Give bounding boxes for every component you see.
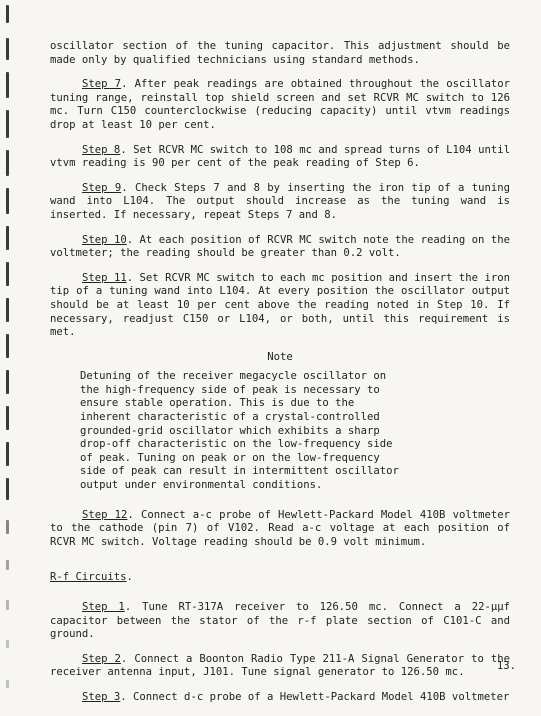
binder-mark — [6, 560, 9, 570]
step-text: . Set RCVR MC switch to 108 mc and spread turns of L104 until vtvm reading is 90 per cent of the peak reading of Step 6. — [50, 143, 510, 170]
step-label: Step 1 — [82, 601, 125, 613]
binder-mark — [6, 478, 9, 500]
note-text: Detuning of the receiver megacycle oscillator on the high-frequency side of peak is necessary to ensure stable operation. This is due to the inherent characteristic of a crystal-controlled grounded-grid oscillator which exhibits a sharp drop-off characteristic on the low-frequency side of peak. Tuning on peak or on the low-frequency side of peak can result in intermittent oscillator output under environmental conditions. — [80, 370, 399, 492]
step-10-paragraph — [50, 234, 510, 261]
binder-mark — [6, 640, 9, 648]
step-label: Step 12 — [82, 508, 128, 521]
step-label: Step 8 — [82, 143, 121, 156]
binder-edge — [6, 0, 18, 700]
binder-mark — [6, 188, 9, 214]
step-text: . At each position of RCVR MC switch note the reading on the voltmeter; the reading should be greater than 0.2 volt. — [50, 233, 510, 260]
binder-mark — [6, 38, 9, 60]
binder-mark — [6, 5, 9, 23]
section-title: R-f Circuits — [50, 571, 127, 584]
binder-mark — [6, 600, 9, 610]
section-punct: . — [126, 571, 133, 584]
section-heading — [50, 571, 510, 585]
step-text: . Connect a-c probe of Hewlett-Packard Model 410B voltmeter to the cathode (pin 7) of V102. Read a-c voltage at each position of RCVR MC switch. Voltage reading should be 0.9 volt minimum. — [50, 508, 510, 548]
step-label: Step 3 — [82, 690, 121, 703]
step-text: . Set RCVR MC switch to each mc position and insert the iron tip of a tuning wand into L104. At every position the oscillator output should be at least 10 per cent above the reading noted in Step 10. If necessary, readjust C150 or L104, or both, until this requirement is met. — [50, 271, 510, 339]
binder-mark — [6, 72, 9, 98]
rf-step-1-paragraph — [50, 601, 510, 642]
step-12-paragraph — [50, 509, 510, 550]
step-text: . Connect a Boonton Radio Type 211-A Signal Generator to the receiver antenna input, J101. Tune signal generator to 126.50 mc. — [50, 652, 510, 679]
binder-mark — [6, 110, 9, 138]
binder-mark — [6, 370, 9, 394]
step-text: . Tune RT-317A receiver to 126.50 mc. Connect a 22-µµf capacitor between the stator of the r-f plate section of C101-C and ground. — [50, 601, 510, 641]
binder-mark — [6, 406, 9, 430]
step-text: . After peak readings are obtained throughout the oscillator tuning range, reinstall top shield screen and set RCVR MC switch to 126 mc. Turn C150 counterclockwise (reducing capacity) until vtvm readings drop at least 10 per cent. — [50, 78, 510, 131]
binder-mark — [6, 520, 9, 534]
step-label: Step 7 — [82, 78, 122, 91]
intro-paragraph: oscillator section of the tuning capacitor. This adjustment should be made only by qualified technicians using standard methods. — [50, 40, 510, 66]
binder-mark — [6, 680, 9, 688]
step-8-paragraph — [50, 144, 510, 171]
step-label: Step 2 — [82, 652, 121, 665]
binder-mark — [6, 226, 9, 250]
step-text: . Check Steps 7 and 8 by inserting the iron tip of a tuning wand into L104. The output should increase as the tuning wand is inserted. If necessary, repeat Steps 7 and 8. — [50, 181, 510, 221]
binder-mark — [6, 334, 9, 358]
step-label: Step 11 — [82, 271, 127, 284]
rf-step-3-paragraph — [50, 691, 510, 705]
note-title: Note — [267, 350, 293, 363]
binder-mark — [6, 262, 9, 286]
binder-mark — [6, 442, 9, 466]
document-page — [50, 40, 510, 716]
step-text: . Connect d-c probe of a Hewlett-Packard Model 410B voltmeter — [120, 690, 510, 703]
page-number: 13. — [496, 660, 516, 672]
step-7-paragraph — [50, 78, 510, 132]
step-label: Step 10 — [82, 233, 127, 246]
step-9-paragraph — [50, 182, 510, 223]
rf-step-2-paragraph — [50, 653, 510, 680]
step-label: Step 9 — [82, 181, 122, 194]
binder-mark — [6, 298, 9, 322]
step-11-paragraph — [50, 272, 510, 340]
binder-mark — [6, 150, 9, 176]
